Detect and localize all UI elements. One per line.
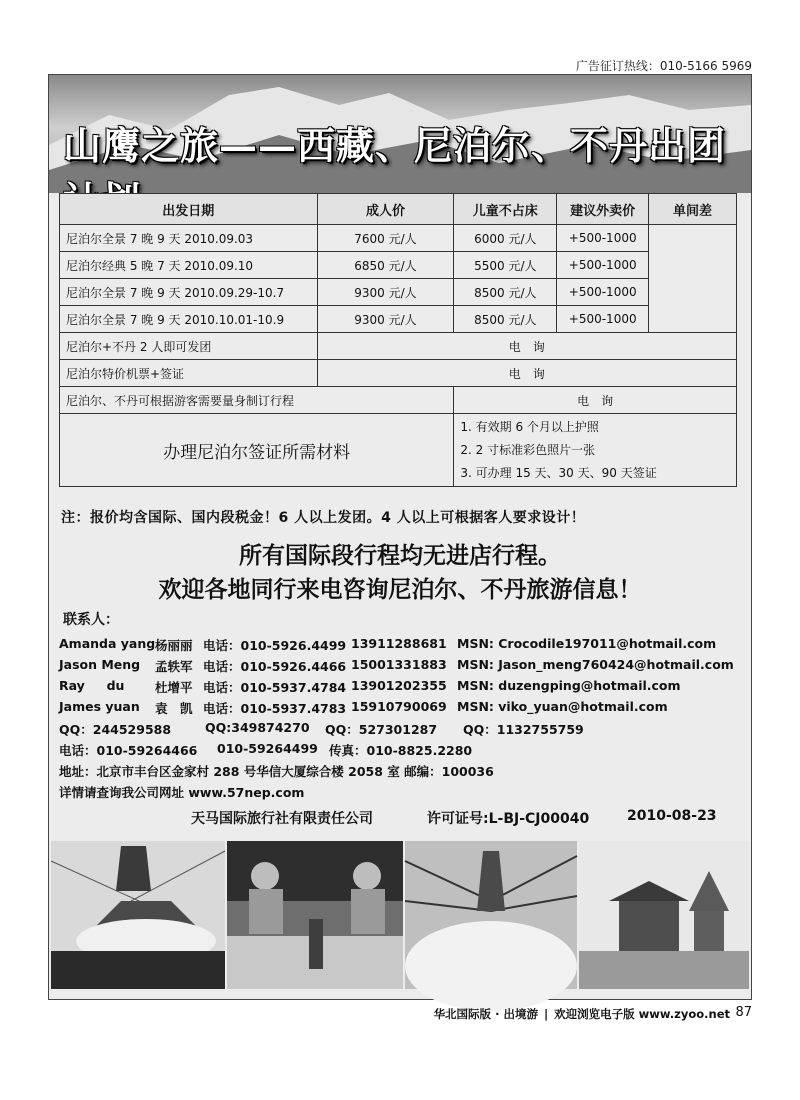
price-note: 注：报价均含国际、国内段税金！6 人以上发团。4 人以上可根据客人要求设计！ bbox=[61, 510, 586, 526]
adult-price-cell: 9300 元/人 bbox=[317, 306, 454, 333]
table-row bbox=[60, 360, 737, 387]
visa-materials-list bbox=[454, 414, 737, 487]
col-header-adult: 成人价 bbox=[317, 194, 454, 225]
extra-value-cell: 电 询 bbox=[317, 360, 736, 387]
advertisement-frame bbox=[48, 74, 752, 1000]
retail-price-cell: +500-1000 bbox=[557, 252, 649, 279]
visa-material-item: 2. 2 寸标准彩色照片一张 bbox=[460, 442, 596, 457]
page-number: 87 bbox=[735, 1005, 752, 1020]
contact-msn: MSN: Crocodile197011@hotmail.com bbox=[457, 636, 717, 651]
child-price-cell: 8500 元/人 bbox=[454, 279, 557, 306]
contact-name-en: Ray du bbox=[59, 678, 125, 693]
contact-name-cn: 杨丽丽 bbox=[155, 638, 193, 653]
adult-price-cell: 9300 元/人 bbox=[317, 279, 454, 306]
contact-name-cn: 杜增平 bbox=[155, 680, 193, 695]
tour-date-cell: 尼泊尔全景 7 晚 9 天 2010.10.01-10.9 bbox=[60, 306, 318, 333]
tour-date-cell: 尼泊尔经典 5 晚 7 天 2010.09.10 bbox=[60, 252, 318, 279]
contact-name-en: James yuan bbox=[59, 699, 140, 714]
slogan-no-shopping: 所有国际段行程均无进店行程。 bbox=[239, 543, 561, 569]
extra-label-text: 尼泊尔、不丹可根据游客需要量身制订行程 bbox=[66, 393, 295, 408]
slogan-welcome: 欢迎各地同行来电咨询尼泊尔、不丹旅游信息！ bbox=[158, 577, 642, 603]
contact-msn: MSN: duzengping@hotmail.com bbox=[457, 678, 681, 693]
contacts-label: 联系人： bbox=[63, 612, 119, 628]
contact-tel: 电话：010-5937.4783 bbox=[203, 701, 347, 716]
adult-price-cell: 6850 元/人 bbox=[317, 252, 454, 279]
visa-material-item: 1. 有效期 6 个月以上护照 bbox=[460, 419, 599, 434]
child-price-cell: 6000 元/人 bbox=[454, 225, 557, 252]
table-header-row bbox=[60, 194, 737, 225]
extra-label-cell bbox=[60, 387, 454, 414]
contact-name-cn: 孟轶军 bbox=[155, 659, 193, 674]
retail-price-cell: +500-1000 bbox=[557, 306, 649, 333]
extra-label-cell: 尼泊尔特价机票+签证 bbox=[60, 360, 318, 387]
edition-label: 华北国际版 · 出境游 bbox=[433, 1007, 538, 1021]
stupa-photo bbox=[51, 841, 225, 989]
extra-label-cell: 尼泊尔+不丹 2 人即可发团 bbox=[60, 333, 318, 360]
table-row bbox=[60, 252, 737, 279]
contact-name-cn: 袁 凯 bbox=[155, 701, 193, 716]
office-phone: 电话：010-59264466 bbox=[59, 743, 198, 758]
extra-value-cell: 电 询 bbox=[317, 333, 736, 360]
company-name: 天马国际旅行社有限责任公司 bbox=[191, 811, 373, 827]
contact-mobile: 13901202355 bbox=[351, 678, 447, 693]
contact-msn: MSN: viko_yuan@hotmail.com bbox=[457, 699, 668, 714]
contact-tel: 电话：010-5937.4784 bbox=[203, 680, 347, 695]
contact-tel: 电话：010-5926.4466 bbox=[203, 659, 347, 674]
child-price-cell: 8500 元/人 bbox=[454, 306, 557, 333]
col-header-date: 出发日期 bbox=[60, 194, 318, 225]
qq-number: QQ：244529588 bbox=[59, 722, 172, 737]
mountain-banner bbox=[49, 75, 751, 193]
col-header-child: 儿童不占床 bbox=[454, 194, 557, 225]
banner-title: 山鹰之旅——西藏、尼泊尔、不丹出团 bbox=[63, 123, 727, 168]
magazine-footer: 华北国际版 · 出境游 | 欢迎浏览电子版 www.zyoo.net bbox=[433, 1007, 730, 1021]
photo-strip bbox=[51, 841, 749, 989]
retail-price-cell: +500-1000 bbox=[557, 225, 649, 252]
table-row bbox=[60, 387, 737, 414]
prayer-flags-photo bbox=[405, 841, 577, 989]
contact-mobile: 15001331883 bbox=[351, 657, 447, 672]
website-label: 欢迎浏览电子版 www.zyoo.net bbox=[554, 1007, 730, 1021]
contact-tel: 电话：010-5926.4499 bbox=[203, 638, 347, 653]
tour-date-cell: 尼泊尔全景 7 晚 9 天 2010.09.03 bbox=[60, 225, 318, 252]
contact-msn: MSN: Jason_meng760424@hotmail.com bbox=[457, 657, 734, 672]
tour-date-cell: 尼泊尔全景 7 晚 9 天 2010.09.29-10.7 bbox=[60, 279, 318, 306]
visa-materials-title: 办理尼泊尔签证所需材料 bbox=[60, 414, 454, 487]
table-row bbox=[60, 306, 737, 333]
statues-photo bbox=[227, 841, 403, 989]
table-row bbox=[60, 279, 737, 306]
qq-number: QQ：527301287 bbox=[325, 722, 438, 737]
contact-name-en: Amanda yang bbox=[59, 636, 156, 651]
address-text: 地址：北京市丰台区金家村 288 号华信大厦综合楼 2058 室 邮编：100036 bbox=[59, 764, 494, 779]
visa-material-item: 3. 可办理 15 天、30 天、90 天签证 bbox=[460, 465, 657, 480]
ad-hotline: 广告征订热线：010-5166 5969 bbox=[575, 59, 752, 73]
price-table bbox=[59, 193, 737, 487]
single-supplement-cell bbox=[649, 225, 737, 333]
office-phone-2: 010-59264499 bbox=[217, 741, 318, 756]
contact-name-en: Jason Meng bbox=[59, 657, 141, 672]
table-row bbox=[60, 414, 737, 487]
fax-number: 传真：010-8825.2280 bbox=[329, 743, 473, 758]
license-number: 许可证号:L-BJ-CJ00040 bbox=[427, 811, 590, 827]
col-header-single: 单间差 bbox=[649, 194, 737, 225]
contact-mobile: 15910790069 bbox=[351, 699, 447, 714]
col-header-retail: 建议外卖价 bbox=[557, 194, 649, 225]
qq-number: QQ：1132755759 bbox=[463, 722, 584, 737]
temples-photo bbox=[579, 841, 749, 989]
child-price-cell: 5500 元/人 bbox=[454, 252, 557, 279]
adult-price-cell: 7600 元/人 bbox=[317, 225, 454, 252]
table-row bbox=[60, 333, 737, 360]
table-row bbox=[60, 225, 737, 252]
contact-mobile: 13911288681 bbox=[351, 636, 447, 651]
website-text: 详情请查询我公司网址 www.57nep.com bbox=[59, 785, 305, 800]
qq-number: QQ:349874270 bbox=[205, 720, 310, 735]
retail-price-cell: +500-1000 bbox=[557, 279, 649, 306]
ad-date: 2010-08-23 bbox=[627, 808, 717, 824]
extra-value-cell: 电 询 bbox=[454, 387, 737, 414]
